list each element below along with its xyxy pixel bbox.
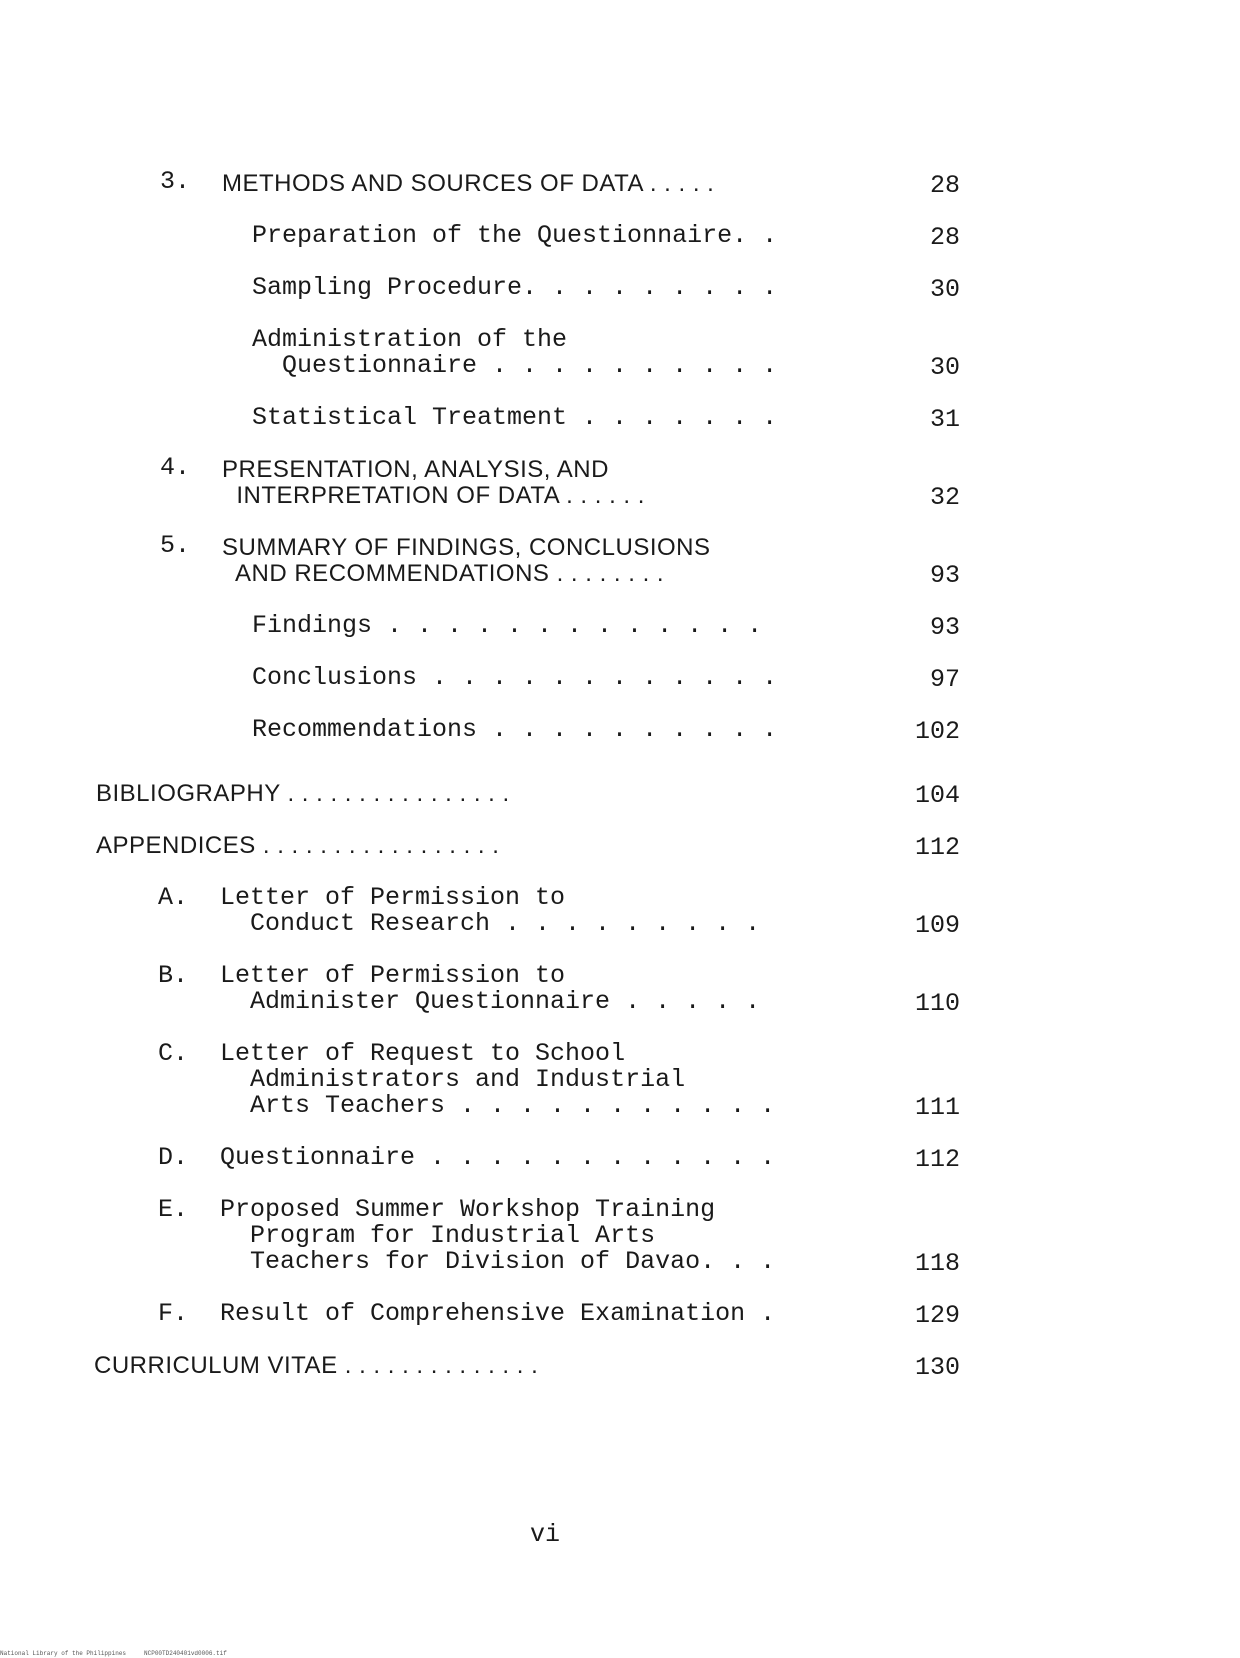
entry-letter: C. <box>158 1039 189 1068</box>
toc-entry-bibliography: BIBLIOGRAPHY . . . . . . . . . . . . . . . . <box>96 780 510 807</box>
toc-entry-summary: SUMMARY OF FINDINGS, CONCLUSIONS <box>222 534 711 561</box>
page-number: 31 <box>929 405 960 434</box>
toc-entry-appendix-f: Result of Comprehensive Examination . <box>220 1299 776 1328</box>
toc-entry-appendix-e-cont: Program for Industrial Arts <box>220 1221 656 1250</box>
page-number: 129 <box>914 1301 960 1330</box>
toc-entry-appendix-c-cont2: Arts Teachers . . . . . . . . . . . <box>220 1091 776 1120</box>
page-number: 28 <box>929 171 960 200</box>
toc-entry-appendix-d: Questionnaire . . . . . . . . . . . . <box>220 1143 776 1172</box>
toc-entry-appendix-c: Letter of Request to School <box>220 1039 626 1068</box>
entry-letter: D. <box>158 1143 189 1172</box>
toc-entry-appendices: APPENDICES . . . . . . . . . . . . . . . . . <box>96 832 500 859</box>
page-number: 30 <box>929 275 960 304</box>
toc-entry-sampling: Sampling Procedure. . . . . . . . . <box>252 273 778 302</box>
page-number: 118 <box>914 1249 960 1278</box>
toc-entry-appendix-c-cont: Administrators and Industrial <box>220 1065 686 1094</box>
toc-entry-appendix-e-cont2: Teachers for Division of Davao. . . <box>220 1247 776 1276</box>
toc-entry-appendix-a: Letter of Permission to <box>220 883 566 912</box>
toc-entry-preparation: Preparation of the Questionnaire. . <box>252 221 778 250</box>
toc-entry-appendix-a-cont: Conduct Research . . . . . . . . . <box>220 909 761 938</box>
page-number: 28 <box>929 223 960 252</box>
toc-entry-curriculum-vitae: CURRICULUM VITAE . . . . . . . . . . . . . . <box>94 1352 539 1379</box>
page-number: 32 <box>929 483 960 512</box>
page-number: 112 <box>914 1145 960 1174</box>
entry-letter: B. <box>158 961 189 990</box>
toc-entry-statistical: Statistical Treatment . . . . . . . <box>252 403 778 432</box>
toc-entry-methods: METHODS AND SOURCES OF DATA . . . . . <box>222 170 715 197</box>
page-number: 111 <box>914 1093 960 1122</box>
page-number: 93 <box>929 613 960 642</box>
page-number: 97 <box>929 665 960 694</box>
toc-entry-findings: Findings . . . . . . . . . . . . . <box>252 611 763 640</box>
page-number: 30 <box>929 353 960 382</box>
entry-number: 5. <box>160 531 191 560</box>
toc-entry-appendix-b-cont: Administer Questionnaire . . . . . <box>220 987 761 1016</box>
toc-entry-presentation-cont: INTERPRETATION OF DATA . . . . . . <box>222 482 645 509</box>
toc-entry-administration: Administration of the <box>252 325 568 354</box>
toc-entry-presentation: PRESENTATION, ANALYSIS, AND <box>222 456 609 483</box>
page-number: 109 <box>914 911 960 940</box>
scan-footer: National Library of the Philippines NCP00TD240401vd0006.tif <box>0 1650 227 1657</box>
toc-entry-summary-cont: AND RECOMMENDATIONS . . . . . . . . <box>222 560 665 587</box>
entry-number: 4. <box>160 453 191 482</box>
entry-number: 3. <box>160 167 191 196</box>
page-number: 112 <box>914 833 960 862</box>
toc-entry-appendix-e: Proposed Summer Workshop Training <box>220 1195 716 1224</box>
toc-entry-appendix-b: Letter of Permission to <box>220 961 566 990</box>
page-number: 93 <box>929 561 960 590</box>
toc-entry-administration-cont: Questionnaire . . . . . . . . . . <box>252 351 778 380</box>
page-folio: vi <box>530 1520 561 1549</box>
page-number: 130 <box>914 1353 960 1382</box>
entry-letter: A. <box>158 883 189 912</box>
page-number: 102 <box>914 717 960 746</box>
page-number: 110 <box>914 989 960 1018</box>
entry-letter: E. <box>158 1195 189 1224</box>
entry-letter: F. <box>158 1299 189 1328</box>
page-number: 104 <box>914 781 960 810</box>
toc-entry-recommendations: Recommendations . . . . . . . . . . <box>252 715 778 744</box>
toc-entry-conclusions: Conclusions . . . . . . . . . . . . <box>252 663 778 692</box>
